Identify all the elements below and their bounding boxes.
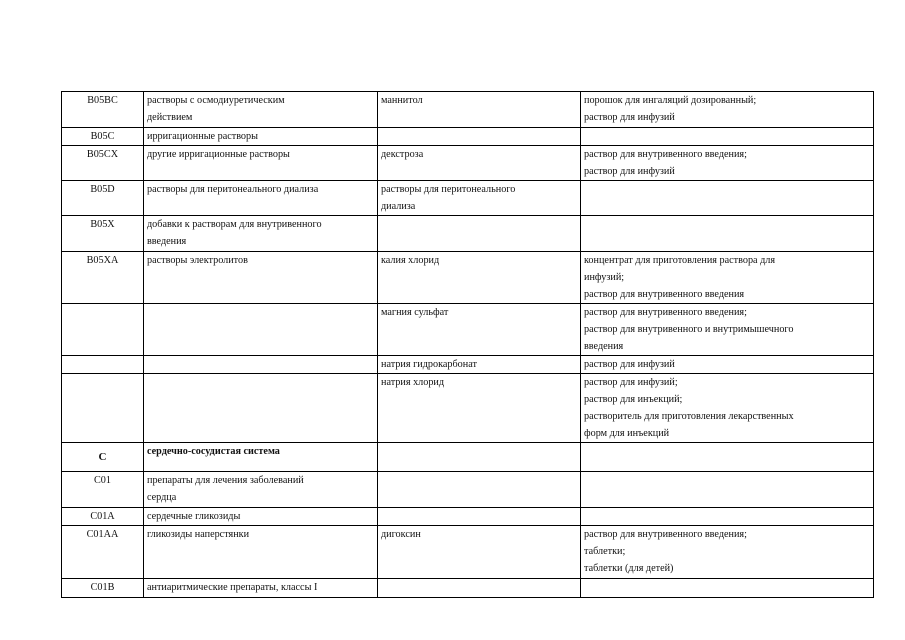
group-name-line: гликозиды наперстянки	[147, 529, 250, 540]
dosage-forms-line: концентрат для приготовления раствора для	[584, 255, 776, 266]
group-name-cell	[144, 304, 378, 356]
table-row	[62, 92, 874, 128]
group-name-line: растворы для перитонеального диализа	[147, 184, 319, 195]
dosage-forms-line: форм для инъекций	[584, 428, 670, 439]
group-name-line: сердечные гликозиды	[147, 511, 241, 522]
group-name-line: растворы с осмодиуретическим	[147, 95, 285, 106]
dosage-forms-cell	[581, 472, 874, 508]
dosage-forms-cell	[581, 508, 874, 526]
group-name-line: введения	[147, 236, 187, 247]
atc-code-cell: B05XA	[62, 252, 144, 304]
group-name-line: сердца	[147, 492, 177, 503]
drug-name-cell	[378, 304, 581, 356]
drug-name-line: дигоксин	[381, 529, 421, 540]
drug-name-line: магния сульфат	[381, 307, 449, 318]
group-name-cell	[144, 526, 378, 579]
drug-name-cell	[378, 374, 581, 443]
group-name-cell	[144, 443, 378, 472]
dosage-forms-cell	[581, 146, 874, 181]
drug-table	[61, 91, 874, 598]
atc-code-cell: B05D	[62, 181, 144, 216]
dosage-forms-cell	[581, 128, 874, 146]
drug-name-cell	[378, 252, 581, 304]
drug-name-cell	[378, 128, 581, 146]
atc-code-cell	[62, 374, 144, 443]
table-row	[62, 216, 874, 252]
dosage-forms-line: порошок для ингаляций дозированный;	[584, 95, 757, 106]
atc-code-cell: C	[62, 443, 144, 472]
group-name-line: ирригационные растворы	[147, 131, 258, 142]
dosage-forms-cell	[581, 579, 874, 598]
atc-code-cell	[62, 304, 144, 356]
table-row	[62, 374, 874, 443]
drug-name-cell	[378, 579, 581, 598]
dosage-forms-line: раствор для инфузий	[584, 359, 675, 370]
dosage-forms-line: раствор для внутривенного введения;	[584, 529, 747, 540]
group-name-cell	[144, 472, 378, 508]
group-name-cell	[144, 92, 378, 128]
drug-table-body	[62, 92, 874, 598]
drug-name-cell	[378, 526, 581, 579]
group-name-cell	[144, 216, 378, 252]
drug-name-cell	[378, 146, 581, 181]
atc-code-cell: C01	[62, 472, 144, 508]
atc-code-cell: B05C	[62, 128, 144, 146]
group-name-cell	[144, 128, 378, 146]
atc-code-cell: C01AA	[62, 526, 144, 579]
dosage-forms-cell	[581, 443, 874, 472]
dosage-forms-line: растворитель для приготовления лекарственных	[584, 411, 794, 422]
dosage-forms-line: раствор для внутривенного введения;	[584, 307, 747, 318]
group-name-line: добавки к растворам для внутривенного	[147, 219, 322, 230]
drug-name-line: маннитол	[381, 95, 423, 106]
dosage-forms-line: раствор для внутривенного и внутримышечного	[584, 324, 794, 335]
group-name-cell	[144, 146, 378, 181]
dosage-forms-line: раствор для инфузий;	[584, 377, 678, 388]
group-name-cell	[144, 579, 378, 598]
drug-name-cell	[378, 181, 581, 216]
drug-name-cell	[378, 216, 581, 252]
table-row	[62, 181, 874, 216]
dosage-forms-line: раствор для инфузий	[584, 166, 675, 177]
drug-name-line: калия хлорид	[381, 255, 440, 266]
table-row	[62, 146, 874, 181]
group-name-line: растворы электролитов	[147, 255, 248, 266]
group-name-cell	[144, 252, 378, 304]
group-name-line: сердечно-сосудистая система	[147, 446, 280, 457]
dosage-forms-cell	[581, 304, 874, 356]
dosage-forms-line: раствор для инъекций;	[584, 394, 683, 405]
dosage-forms-cell	[581, 216, 874, 252]
dosage-forms-cell	[581, 526, 874, 579]
table-row	[62, 128, 874, 146]
atc-code-cell: B05X	[62, 216, 144, 252]
group-name-cell	[144, 181, 378, 216]
dosage-forms-line: введения	[584, 341, 624, 352]
dosage-forms-cell	[581, 252, 874, 304]
drug-name-cell	[378, 92, 581, 128]
table-row	[62, 579, 874, 598]
table-row	[62, 356, 874, 374]
dosage-forms-line: раствор для внутривенного введения;	[584, 149, 747, 160]
dosage-forms-line: таблетки;	[584, 546, 626, 557]
table-row	[62, 508, 874, 526]
dosage-forms-cell	[581, 356, 874, 374]
group-name-cell	[144, 356, 378, 374]
group-name-line: другие ирригационные растворы	[147, 149, 290, 160]
dosage-forms-line: раствор для инфузий	[584, 112, 675, 123]
atc-code-cell: B05BC	[62, 92, 144, 128]
table-row	[62, 526, 874, 579]
drug-name-line: натрия хлорид	[381, 377, 445, 388]
dosage-forms-cell	[581, 181, 874, 216]
atc-code-cell: C01A	[62, 508, 144, 526]
drug-name-cell	[378, 508, 581, 526]
dosage-forms-line: инфузий;	[584, 272, 625, 283]
drug-name-cell	[378, 472, 581, 508]
group-name-line: действием	[147, 112, 193, 123]
dosage-forms-line: таблетки (для детей)	[584, 563, 674, 574]
drug-name-line: растворы для перитонеального	[381, 184, 516, 195]
dosage-forms-line: раствор для внутривенного введения	[584, 289, 745, 300]
drug-name-cell	[378, 356, 581, 374]
group-name-line: антиаритмические препараты, классы I	[147, 582, 318, 593]
table-row	[62, 304, 874, 356]
drug-name-line: диализа	[381, 201, 416, 212]
dosage-forms-cell	[581, 92, 874, 128]
group-name-cell	[144, 508, 378, 526]
atc-code-cell	[62, 356, 144, 374]
table-row	[62, 443, 874, 472]
table-row	[62, 252, 874, 304]
dosage-forms-cell	[581, 374, 874, 443]
group-name-line: препараты для лечения заболеваний	[147, 475, 304, 486]
atc-code-cell: C01B	[62, 579, 144, 598]
group-name-cell	[144, 374, 378, 443]
drug-name-line: декстроза	[381, 149, 424, 160]
drug-name-cell	[378, 443, 581, 472]
atc-code-cell: B05CX	[62, 146, 144, 181]
drug-name-line: натрия гидрокарбонат	[381, 359, 477, 370]
table-row	[62, 472, 874, 508]
